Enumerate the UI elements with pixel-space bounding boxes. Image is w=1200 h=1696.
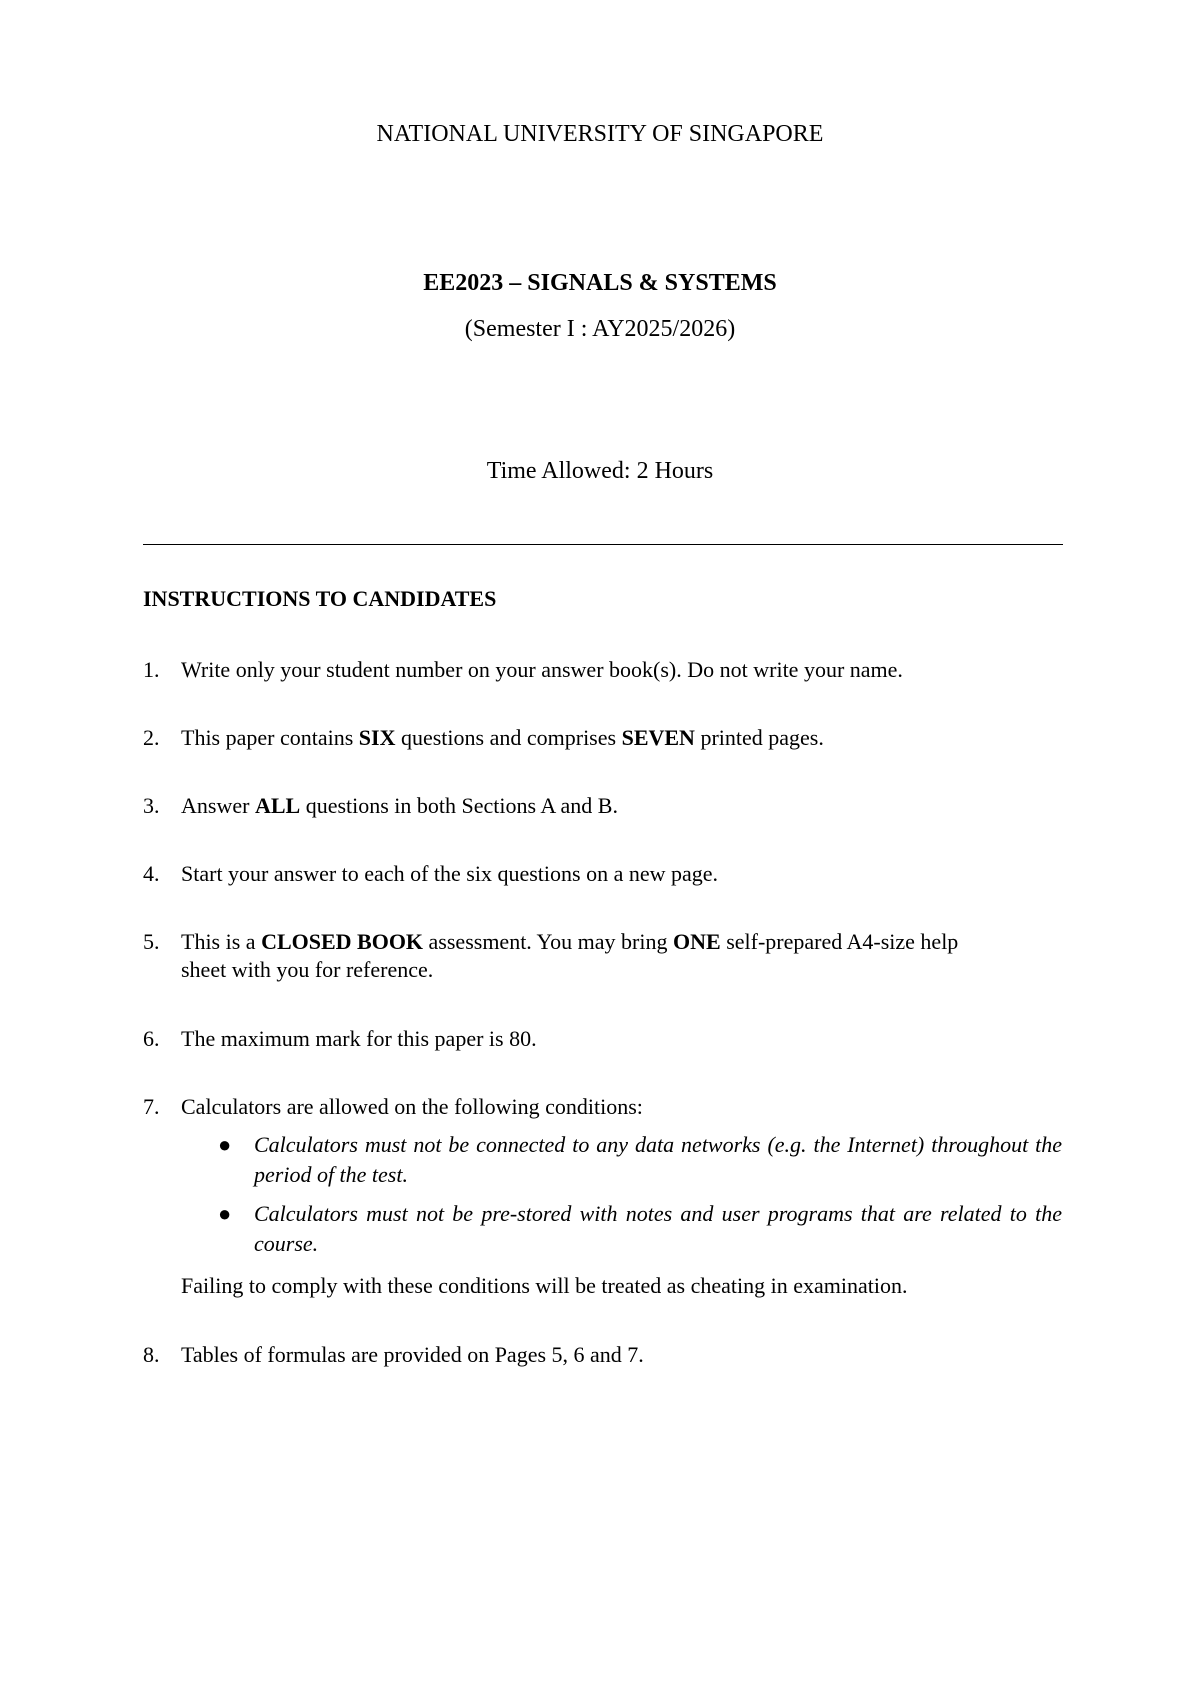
instructions-heading: INSTRUCTIONS TO CANDIDATES bbox=[143, 586, 497, 611]
item-text: Tables of formulas are provided on Pages 5, 6 and 7. bbox=[181, 1342, 644, 1367]
item-number: 3. bbox=[143, 793, 160, 818]
item-text: The maximum mark for this paper is 80. bbox=[181, 1026, 537, 1051]
university-name: NATIONAL UNIVERSITY OF SINGAPORE bbox=[376, 121, 824, 147]
item-number: 7. bbox=[143, 1094, 160, 1119]
emphasis: SIX bbox=[358, 725, 396, 750]
instruction-item-4 bbox=[143, 860, 1063, 888]
emphasis: CLOSED BOOK bbox=[261, 929, 424, 954]
item-number: 1. bbox=[143, 657, 160, 682]
item-number: 8. bbox=[143, 1342, 160, 1367]
instruction-item-1 bbox=[143, 656, 1063, 684]
item-number: 5. bbox=[143, 929, 160, 954]
item-number: 6. bbox=[143, 1026, 160, 1051]
item-number: 4. bbox=[143, 861, 160, 886]
emphasis: SEVEN bbox=[621, 725, 695, 750]
instruction-item-2 bbox=[143, 724, 1063, 752]
item-text: This paper contains SIX questions and comprises SEVEN printed pages. bbox=[181, 725, 824, 750]
emphasis: ONE bbox=[673, 929, 721, 954]
instruction-item-7 bbox=[143, 1093, 1063, 1121]
item-text: Start your answer to each of the six questions on a new page. bbox=[181, 861, 719, 886]
calculator-condition-2 bbox=[218, 1199, 1062, 1259]
condition-text: Calculators must not be pre-stored with notes and user programs that are related to the course. bbox=[254, 1201, 1062, 1256]
item-number: 2. bbox=[143, 725, 160, 750]
emphasis: ALL bbox=[254, 793, 301, 818]
course-title: EE2023 – SIGNALS & SYSTEMS bbox=[423, 270, 777, 296]
instruction-item-3 bbox=[143, 792, 1063, 820]
calculator-condition-1 bbox=[218, 1130, 1062, 1190]
item-text: Answer ALL questions in both Sections A and B. bbox=[181, 793, 618, 818]
divider-line bbox=[143, 544, 1063, 545]
instruction-item-5 bbox=[143, 928, 1063, 984]
compliance-note: Failing to comply with these conditions will be treated as cheating in examination. bbox=[181, 1273, 908, 1298]
semester-label: (Semester I : AY2025/2026) bbox=[464, 316, 736, 342]
time-allowed: Time Allowed: 2 Hours bbox=[486, 458, 714, 484]
condition-text: Calculators must not be connected to any data networks (e.g. the Internet) throughout the period of the test. bbox=[254, 1132, 1062, 1187]
bullet-icon: ● bbox=[218, 1201, 232, 1226]
bullet-icon: ● bbox=[218, 1132, 232, 1157]
instruction-item-8 bbox=[143, 1341, 1063, 1369]
item-text: Calculators are allowed on the following conditions: bbox=[181, 1094, 643, 1119]
instruction-item-6 bbox=[143, 1025, 1063, 1053]
item-text: Write only your student number on your answer book(s). Do not write your name. bbox=[181, 657, 903, 682]
item-text: This is a CLOSED BOOK assessment. You may bring ONE self-prepared A4-size help sheet with you for reference. bbox=[181, 929, 959, 982]
